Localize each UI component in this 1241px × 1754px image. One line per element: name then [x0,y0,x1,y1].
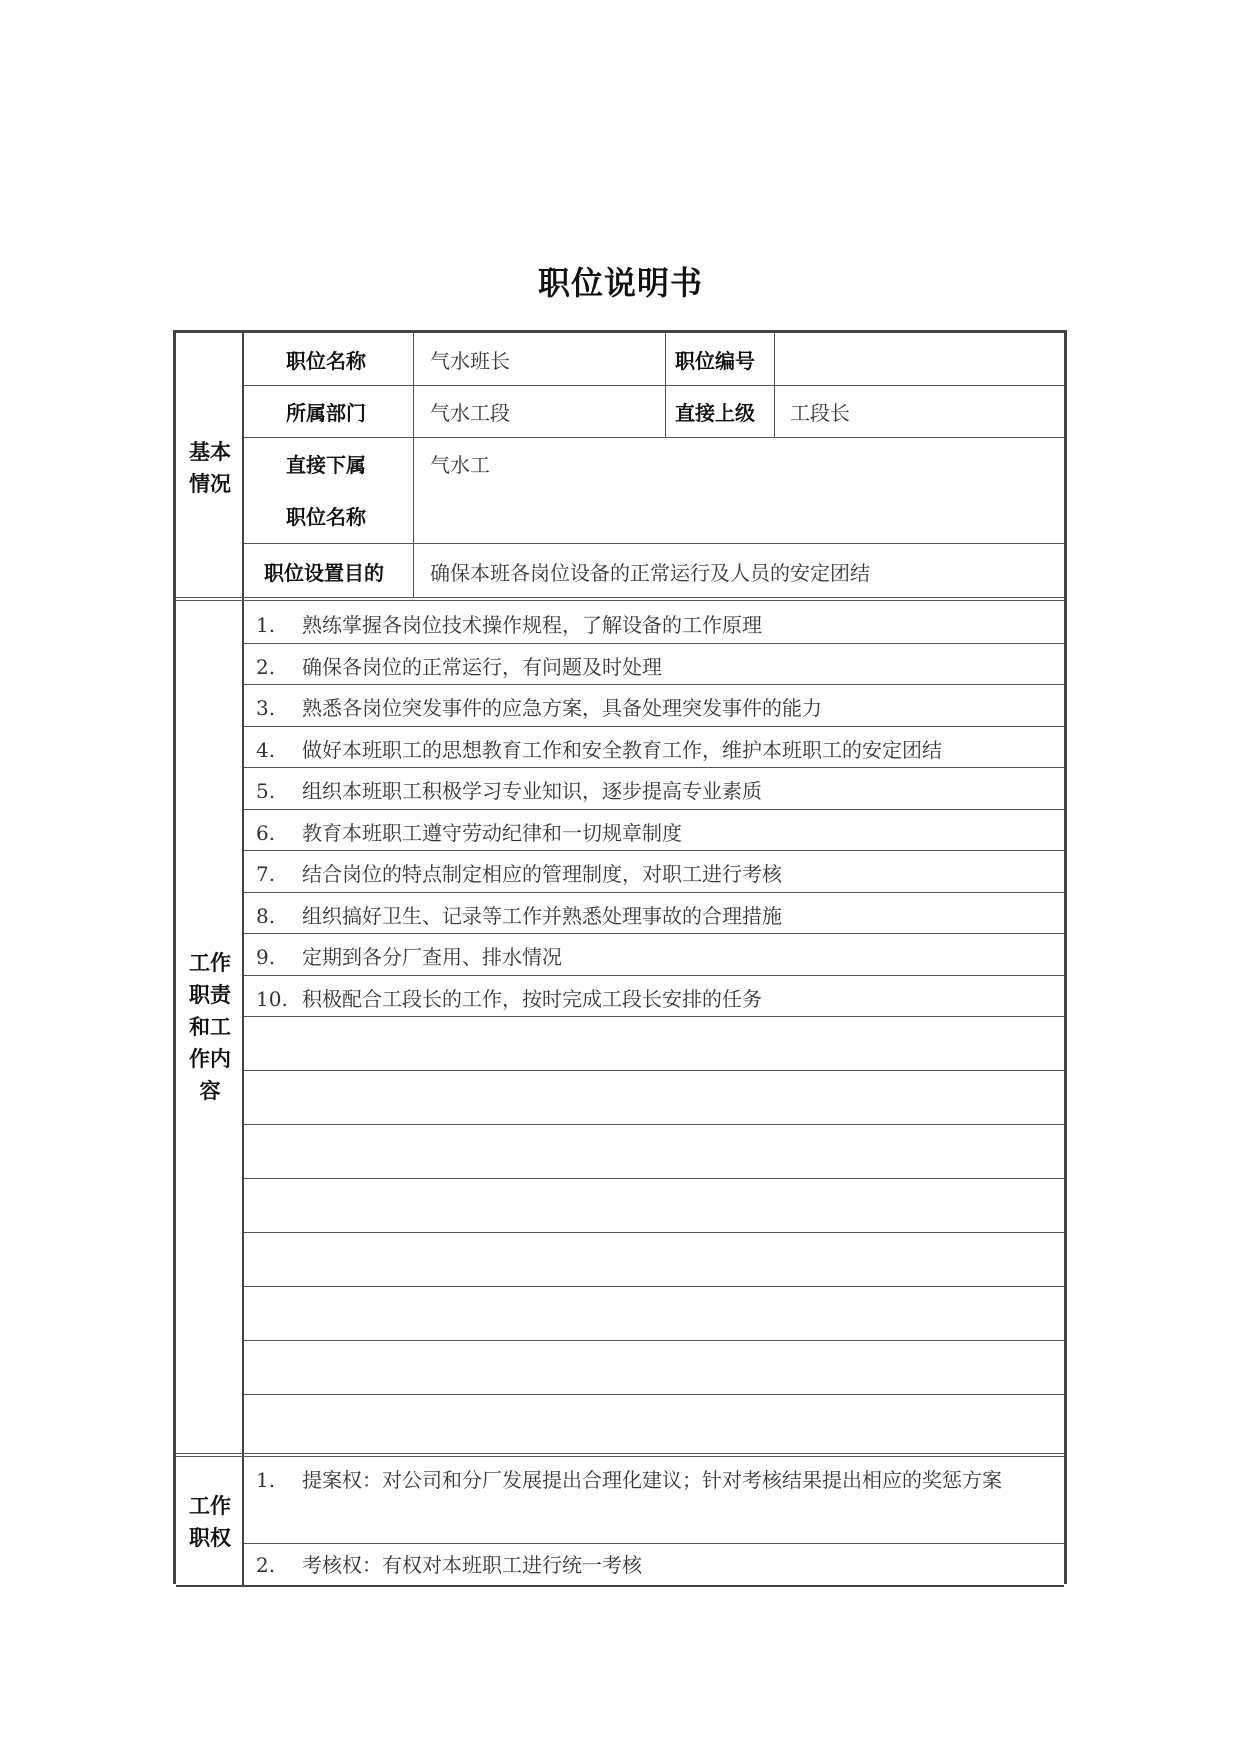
row-divider [244,726,1064,727]
document-title: 职位说明书 [537,264,703,302]
superior-label: 直接上级 [675,401,755,425]
table-bottom-border [176,1585,1064,1587]
section-divider [176,597,1064,601]
duty-item: 1. 熟练掌握各岗位技术操作规程，了解设备的工作原理 [256,613,762,637]
value-label-divider [665,333,666,437]
row-divider [244,892,1064,893]
duty-item: 7. 结合岗位的特点制定相应的管理制度，对职工进行考核 [256,862,782,886]
duty-item: 10. 积极配合工段长的工作，按时完成工段长安排的任务 [256,986,762,1011]
subordinate-value: 气水工 [430,453,490,477]
label-value-divider [774,333,775,437]
purpose-value: 确保本班各岗位设备的正常运行及人员的安定团结 [430,561,870,585]
position-code-label: 职位编号 [675,349,755,373]
section-divider [176,1453,1064,1457]
row-divider [244,684,1064,685]
duty-item: 6. 教育本班职工遵守劳动纪律和一切规章制度 [256,820,682,845]
empty-row-divider [244,1070,1064,1071]
duty-item: 2. 确保各岗位的正常运行，有问题及时处理 [256,654,662,679]
row-divider [244,437,1064,438]
row-divider [244,975,1064,976]
empty-row-divider [244,1340,1064,1341]
row-divider [244,933,1064,934]
row-divider [244,543,1064,544]
label-value-divider [413,333,414,597]
duty-item: 3. 熟悉各岗位突发事件的应急方案，具备处理突发事件的能力 [256,696,822,720]
duties-section-label: 工作职责和工作内容 [189,951,231,1103]
empty-row-divider [244,1178,1064,1179]
row-divider [244,385,1064,386]
subordinate-label-line2: 职位名称 [286,505,366,529]
empty-row-divider [244,1124,1064,1125]
position-name-value: 气水班长 [430,349,510,373]
subordinate-label-line1: 直接下属 [286,453,366,477]
department-value: 气水工段 [430,401,510,425]
empty-row-divider [244,1394,1064,1395]
row-divider [244,809,1064,810]
duty-item: 9. 定期到各分厂查用、排水情况 [256,945,562,969]
row-divider [244,1016,1064,1017]
purpose-label: 职位设置目的 [264,561,384,585]
row-divider [244,850,1064,851]
authority-item: 1. 提案权：对公司和分厂发展提出合理化建议；针对考核结果提出相应的奖惩方案 [256,1468,1002,1492]
duty-item: 5. 组织本班职工积极学习专业知识，逐步提高专业素质 [256,779,762,803]
duty-item: 8. 组织搞好卫生、记录等工作并熟悉处理事故的合理措施 [256,903,782,928]
basic-section-label: 基本情况 [189,440,231,496]
duty-item: 4. 做好本班职工的思想教育工作和安全教育工作，维护本班职工的安定团结 [256,737,942,762]
authority-section-label: 工作职权 [189,1494,231,1550]
position-description-table [173,330,1067,1584]
empty-row-divider [244,1232,1064,1233]
position-name-label: 职位名称 [286,349,366,373]
superior-value: 工段长 [790,401,850,425]
empty-row-divider [244,1286,1064,1287]
row-divider [244,767,1064,768]
row-divider [244,643,1064,644]
department-label: 所属部门 [286,401,366,425]
authority-item: 2. 考核权：有权对本班职工进行统一考核 [256,1553,642,1577]
